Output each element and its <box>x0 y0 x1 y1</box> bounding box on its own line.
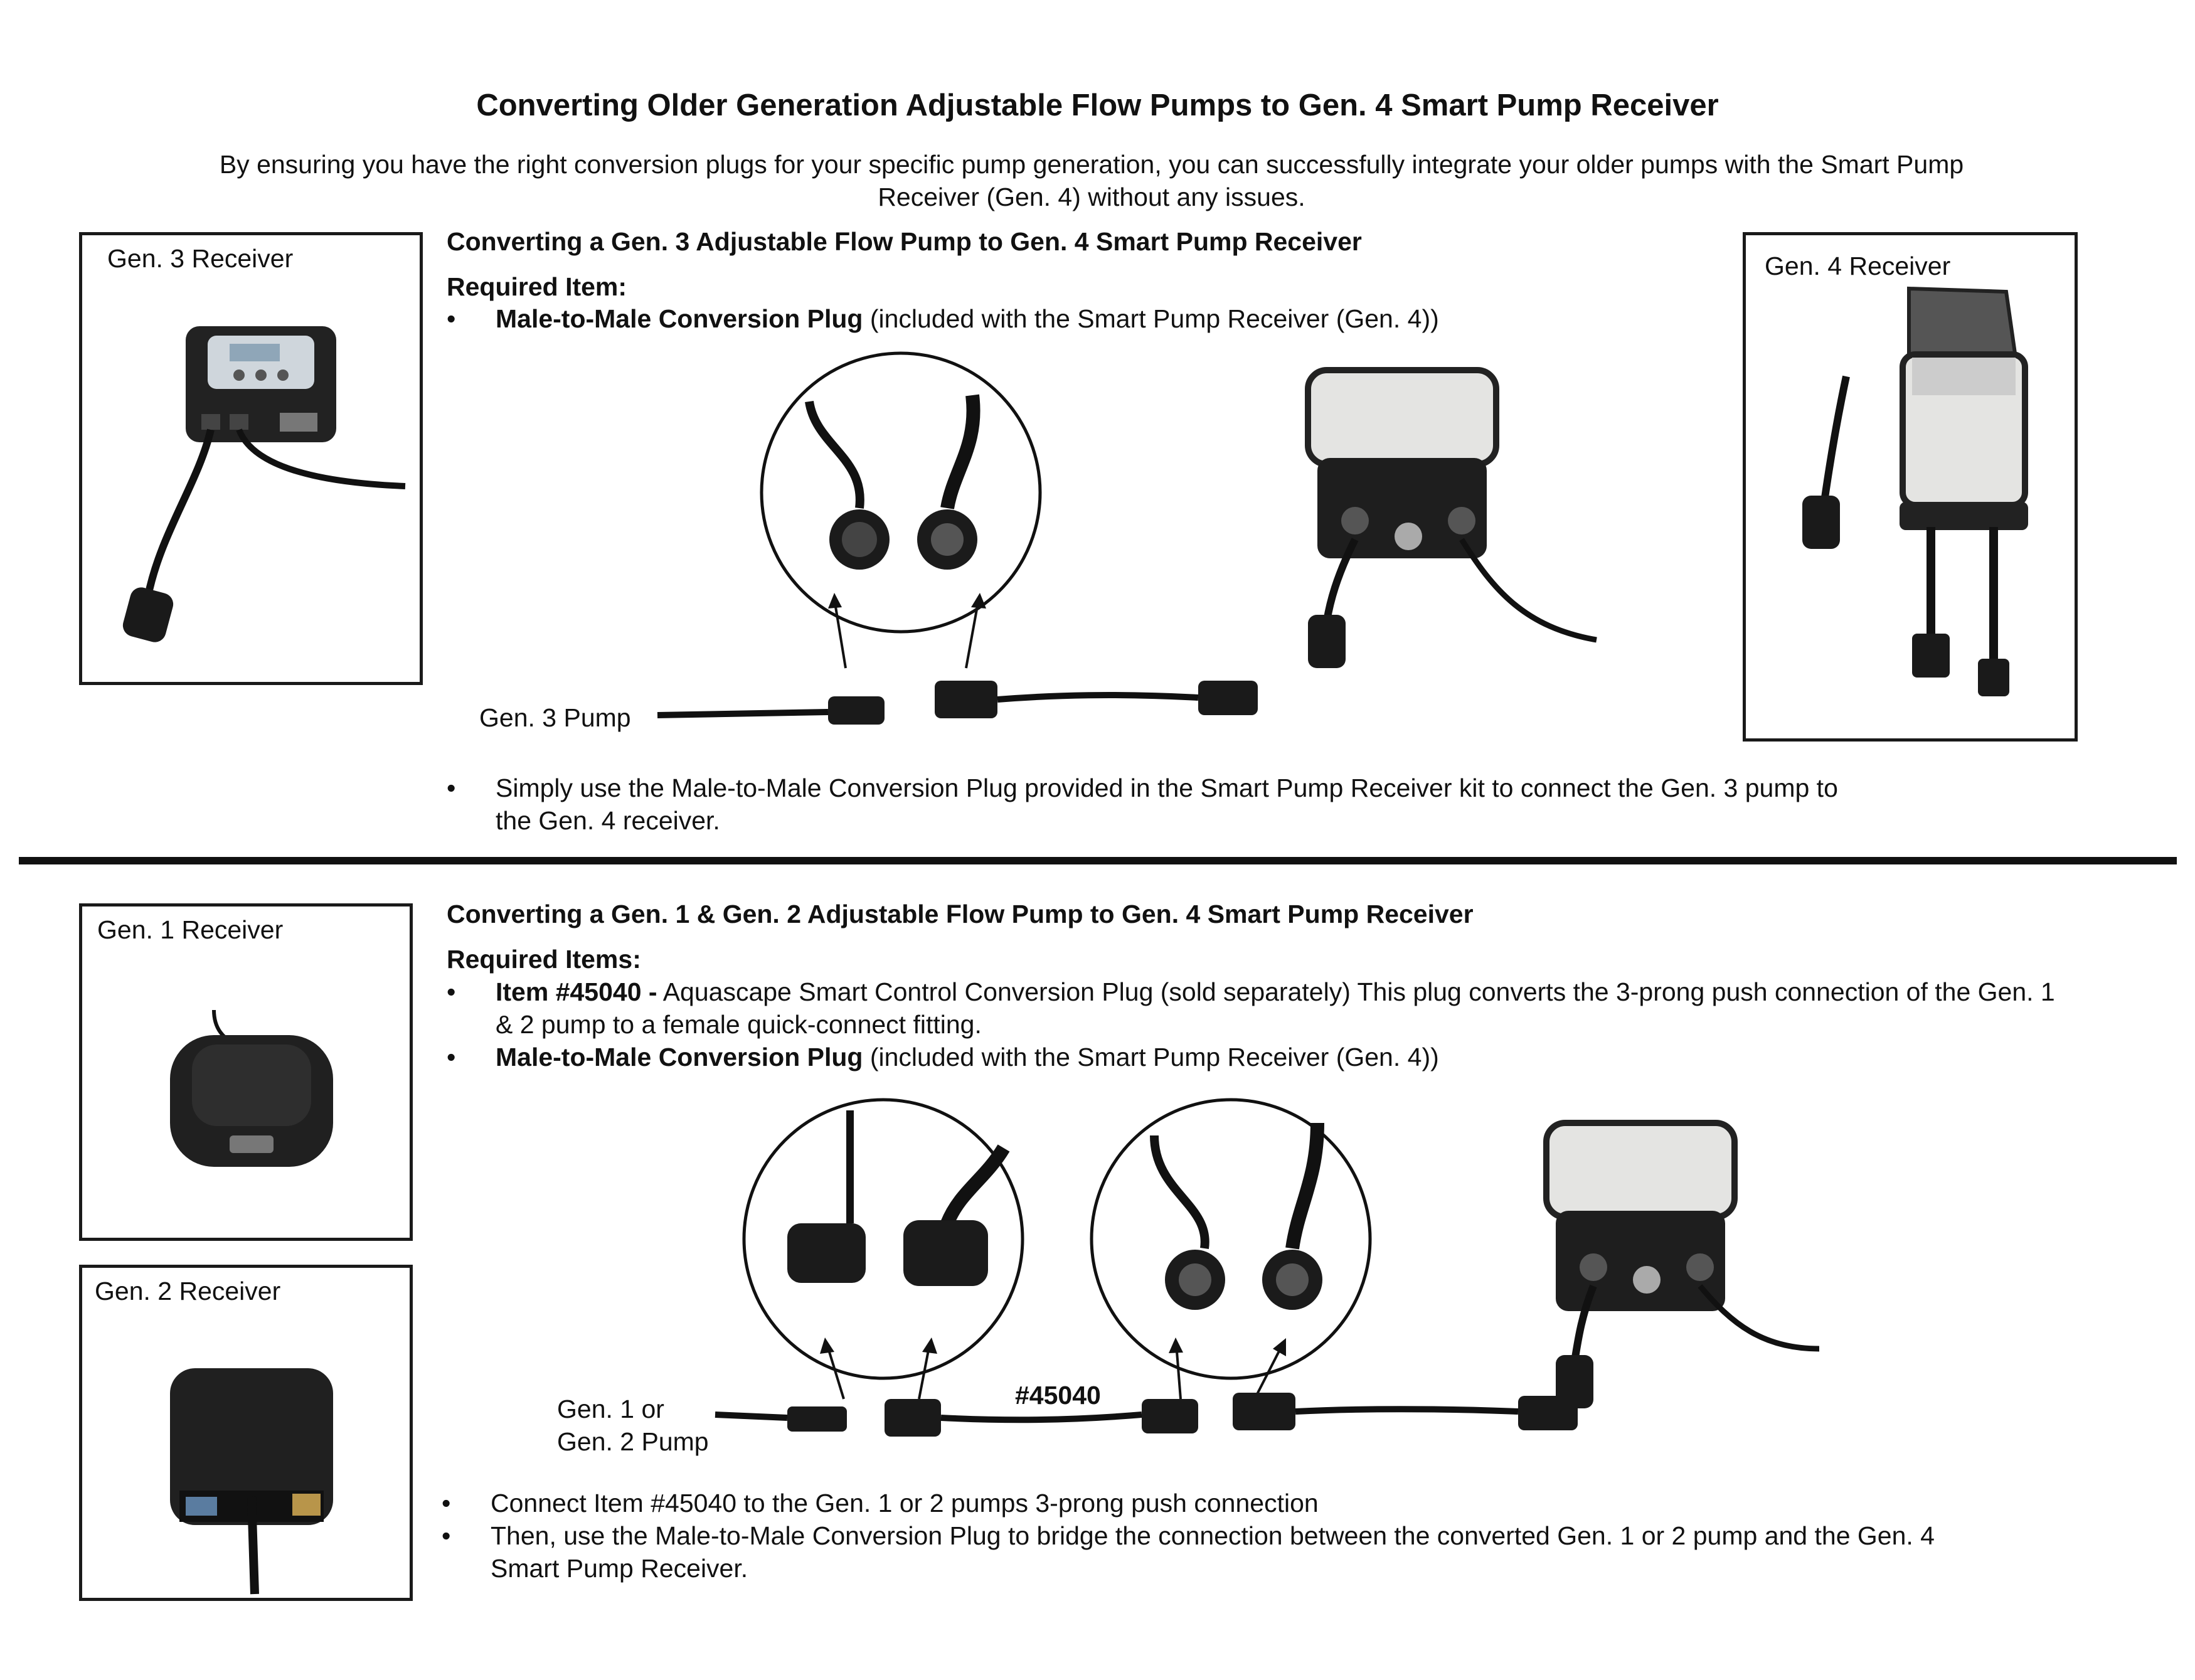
section1-note-bullet <box>447 772 1844 837</box>
bullet-dot: • <box>447 304 456 333</box>
gen3-connection-diagram-icon <box>458 351 1650 715</box>
gen1-receiver-label: Gen. 1 Receiver <box>97 915 284 944</box>
section2-item-45040-bullet <box>447 976 2064 1041</box>
section2-male-plug-bullet <box>447 1041 2064 1073</box>
intro-paragraph: By ensuring you have the right conversion plugs for your specific pump generation, you can successfully integrate your older pumps with the Smart Pump Receiver (Gen. 4) without any issues. <box>219 150 1964 211</box>
gen4-receiver-photo-icon <box>1743 232 2078 742</box>
gen3-receiver-label: Gen. 3 Receiver <box>107 244 294 273</box>
item-45040-desc: Aquascape Smart Control Conversion Plug (sold separately) This plug converts the 3-prong push connection of the Gen. 1 & 2 pump to a female quick-connect fitting. <box>496 977 2055 1039</box>
male-to-male-plug-label: Male-to-Male Conversion Plug <box>496 304 863 333</box>
gen1-receiver-photo-icon <box>79 903 413 1241</box>
section2-note2-bullet <box>442 1519 1965 1585</box>
section2-heading: Converting a Gen. 1 & Gen. 2 Adjustable Flow Pump to Gen. 4 Smart Pump Receiver <box>447 900 1474 928</box>
section1-note-text: Simply use the Male-to-Male Conversion Plug provided in the Smart Pump Receiver kit to connect the Gen. 3 pump to the Gen. 4 receiver. <box>496 774 1838 835</box>
section1-required-heading: Required Item: <box>447 272 627 301</box>
bullet-dot: • <box>447 1043 456 1071</box>
gen3-receiver-box <box>79 232 423 685</box>
section2-note1-bullet <box>442 1487 2059 1519</box>
section2-note1-text: Connect Item #45040 to the Gen. 1 or 2 pumps 3-prong push connection <box>491 1489 1319 1518</box>
gen2-receiver-box <box>79 1265 413 1601</box>
gen3-receiver-photo-icon <box>79 232 423 685</box>
gen1-gen2-pump-label-line1: Gen. 1 or <box>557 1395 664 1423</box>
gen2-receiver-photo-icon <box>79 1265 413 1601</box>
section-divider <box>19 857 2177 864</box>
bullet-dot: • <box>447 774 456 802</box>
bullet-dot: • <box>447 977 456 1006</box>
section1-heading: Converting a Gen. 3 Adjustable Flow Pump to Gen. 4 Smart Pump Receiver <box>447 227 1362 256</box>
gen1-receiver-box <box>79 903 413 1241</box>
male-to-male-plug-desc: (included with the Smart Pump Receiver (Gen. 4)) <box>863 1043 1439 1071</box>
gen2-receiver-label: Gen. 2 Receiver <box>95 1277 281 1305</box>
item-45040-diagram-label: #45040 <box>1015 1381 1101 1410</box>
bullet-dot: • <box>442 1521 451 1550</box>
bullet-dot: • <box>442 1489 451 1518</box>
male-to-male-plug-desc: (included with the Smart Pump Receiver (Gen. 4)) <box>863 304 1439 333</box>
item-45040-label: Item #45040 - <box>496 977 657 1006</box>
gen1-gen2-pump-label-line2: Gen. 2 Pump <box>557 1427 709 1456</box>
gen3-pump-label: Gen. 3 Pump <box>479 703 631 732</box>
section2-note2-text: Then, use the Male-to-Male Conversion Plug to bridge the connection between the converted Gen. 1 or 2 pump and the Gen. 4 Smart Pump Receiver. <box>491 1521 1935 1583</box>
section2-required-heading: Required Items: <box>447 945 641 974</box>
gen1-gen2-pump-label <box>557 1393 709 1458</box>
male-to-male-plug-label: Male-to-Male Conversion Plug <box>496 1043 863 1071</box>
page-title: Converting Older Generation Adjustable Flow Pumps to Gen. 4 Smart Pump Receiver <box>476 88 1719 122</box>
section1-required-bullet <box>447 302 1562 335</box>
gen4-receiver-box <box>1743 232 2078 742</box>
gen1-gen2-connection-diagram-icon <box>715 1098 2189 1449</box>
gen4-receiver-label: Gen. 4 Receiver <box>1765 252 1951 280</box>
